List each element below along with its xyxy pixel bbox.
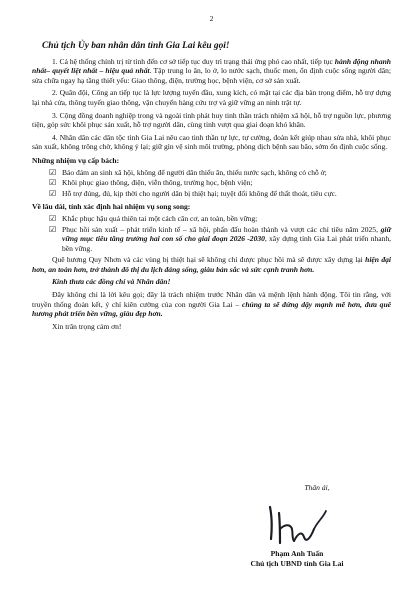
closing-line: Xin trân trọng cảm ơn! [52, 321, 122, 331]
paragraph-4: 4. Nhân dân các dân tộc tỉnh Gia Lai nêu cao tinh thần tự lực, tự cường, đoàn kết giúp nhau sửa nhà, khôi phục sản xuất, không trông chờ, không ỷ lại; giữ gìn vệ sinh môi trường, phòng dịch bệnh sau bão, sớm ổn định cuộc sống. [32, 132, 391, 152]
page-number: 2 [209, 14, 214, 23]
urgent-tasks-title: Những nhiệm vụ cấp bách: [32, 155, 120, 165]
longterm-item2-emphasis: giữ vững mục tiêu tăng trưởng hai con số cho giai đoạn 2026 -2030 [62, 224, 391, 244]
call-heading: Chủ tịch Ủy ban nhân dân tỉnh Gia Lai kêu gọi! [42, 40, 230, 51]
signer-name: Phạm Anh Tuấn [270, 548, 324, 558]
urgent-item-text: Bảo đảm an sinh xã hội, không để người dân thiếu ăn, thiếu nước sạch, không có chỗ ở; [62, 167, 327, 177]
longterm-item-text: Khắc phục hậu quả thiên tai một cách căn cơ, an toàn, bền vững; [62, 213, 258, 223]
paragraph-3: 3. Cộng đồng doanh nghiệp trong và ngoài tỉnh phát huy tinh thần trách nhiệm xã hội, hỗ trợ nguồn lực, phương tiện, góp sức khôi phục sản xuất, hỗ trợ người dân, cùng tỉnh vượt qua giai đoạn khó khăn. [32, 110, 391, 130]
urgent-tasks-list [32, 168, 391, 199]
list-item [49, 167, 391, 178]
urgent-item-text: Hỗ trợ đúng, đủ, kịp thời cho người dân bị thiệt hại; tuyệt đối không để thất thoát, tiêu cực. [62, 188, 337, 198]
para5-text-a: Quê hương Quy Nhơn và các vùng bị thiệt hại sẽ không chỉ được phục hồi mà sẽ được xây dựng lại [52, 255, 366, 265]
list-item [49, 213, 391, 224]
para6-text: Đây không chỉ là lời kêu gọi; đây là trách nhiệm trước Nhân dân và mệnh lệnh hành động. Tôi tin rằng, với truyền thống đoàn kết, ý chí kiên cường của con người Gia Lai – [32, 290, 391, 309]
signature-block [202, 483, 392, 569]
list-item [49, 188, 391, 199]
longterm-item2-text-c: , xây dựng tỉnh Gia Lai phát triển nhanh, bền vững. [62, 234, 391, 253]
para5-emphasis: hiện đại hơn, an toàn hơn, trở thành đô thị du lịch đáng sống, giàu bản sắc và sức cạnh tranh hơn. [32, 255, 391, 274]
checkbox-icon: ☑ [49, 167, 57, 177]
paragraph-2: 2. Quân đội, Công an tiếp tục là lực lượng tuyến đầu, xung kích, có mặt tại các địa bàn trọng điểm, hỗ trợ dựng lại nhà cửa, thông tuyến giao thông, vận chuyển hàng cứu trợ và giữ vững an ninh trật tự. [32, 88, 391, 107]
paragraph-6 [32, 290, 391, 319]
checkbox-icon: ☑ [49, 188, 57, 198]
sign-off: Thân ái, [304, 483, 330, 492]
longterm-tasks-title: Về lâu dài, tỉnh xác định hai nhiệm vụ song song: [32, 202, 191, 212]
longterm-item2-text-a: Phục hồi sản xuất – phát triển kinh tế – xã hội, phấn đấu hoàn thành và vượt các chỉ tiêu năm 2025, [62, 224, 381, 234]
paragraph-1 [32, 57, 391, 86]
checkbox-icon: ☑ [49, 224, 57, 234]
list-item [49, 224, 391, 254]
para1-emphasis: hành động nhanh nhất– quyết liệt nhất – hiệu quả nhất [32, 56, 392, 76]
para6-emphasis: chúng ta sẽ đứng dậy mạnh mẽ hơn, đưa quê hương phát triển bền vững, giàu đẹp hơn. [32, 299, 391, 319]
para1-text-a: 1. Cả hệ thống chính trị từ tỉnh đến cơ sở tiếp tục duy trì trạng thái ứng phó cao nhất, tiếp tục [52, 56, 335, 66]
para1-text-c: . Tập trung lo ăn, lo ở, lo nước sạch, thuốc men, ổn định cuộc sống người dân; sửa chữa ngay hạ tầng thiết yếu: Giao thông, điện, trường học, bệnh viện, cơ sở sản xuất. [32, 66, 391, 85]
greeting: Kính thưa các đồng chí và Nhân dân! [52, 277, 171, 287]
urgent-item-text: Khôi phục giao thông, điện, viễn thông, trường học, bệnh viện; [62, 178, 253, 188]
longterm-tasks-list [32, 214, 391, 253]
signer-title: Chủ tịch UBND tỉnh Gia Lai [250, 558, 344, 568]
checkbox-icon: ☑ [49, 213, 57, 223]
paragraph-5 [32, 255, 391, 274]
handwritten-signature [262, 499, 332, 547]
list-item [49, 178, 391, 188]
checkbox-icon: ☑ [49, 178, 57, 188]
